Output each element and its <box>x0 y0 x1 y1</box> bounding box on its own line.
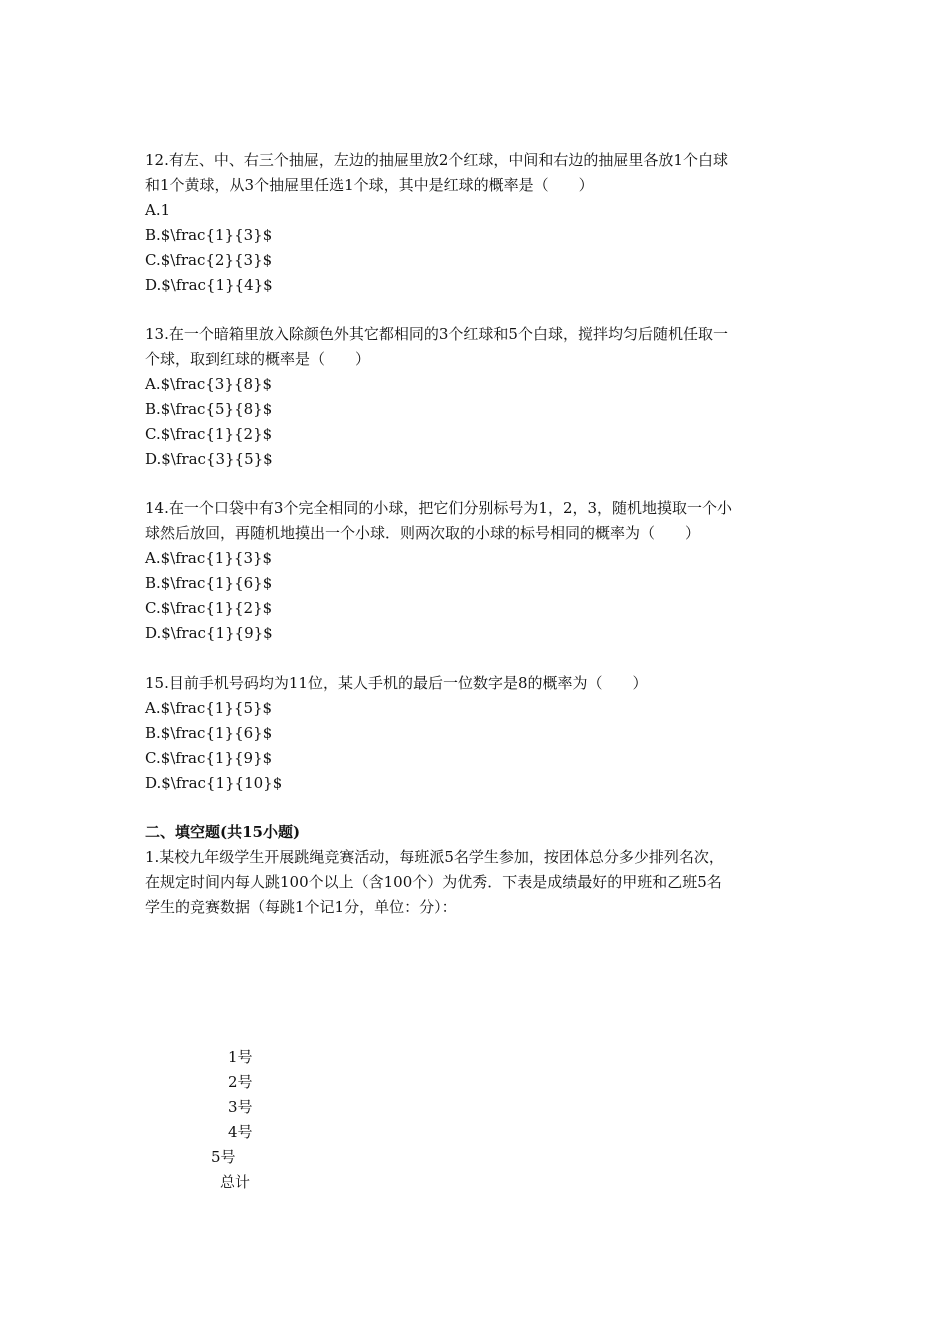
question-12-option-b: B.$\frac{1}{3}$ <box>145 226 273 244</box>
question-14-option-c: C.$\frac{1}{2}$ <box>145 599 273 617</box>
question-15-option-d: D.$\frac{1}{10}$ <box>145 774 283 792</box>
fill-question-1-line2: 在规定时间内每人跳100个以上（含100个）为优秀．下表是成绩最好的甲班和乙班5名 <box>145 873 722 891</box>
question-13-stem-line2: 个球，取到红球的概率是（ ） <box>145 350 371 368</box>
table-row-label: 2号 <box>228 1073 253 1091</box>
fill-question-1-line1: 1.某校九年级学生开展跳绳竞赛活动，每班派5名学生参加，按团体总分多少排列名次， <box>145 848 724 866</box>
section-2-heading: 二、填空题(共15小题) <box>145 823 301 841</box>
table-row-label: 3号 <box>228 1098 253 1116</box>
question-13-stem-line1: 13.在一个暗箱里放入除颜色外其它都相同的3个红球和5个白球，搅拌均匀后随机任取一 <box>145 325 728 343</box>
question-12-stem-line2: 和1个黄球，从3个抽屉里任选1个球，其中是红球的概率是（ ） <box>145 176 594 194</box>
question-12-stem-line1: 12.有左、中、右三个抽屉，左边的抽屉里放2个红球，中间和右边的抽屉里各放1个白球 <box>145 151 728 169</box>
question-15-option-a: A.$\frac{1}{5}$ <box>145 699 273 717</box>
question-12-option-d: D.$\frac{1}{4}$ <box>145 276 273 294</box>
question-14-option-a: A.$\frac{1}{3}$ <box>145 549 273 567</box>
question-14-stem-line1: 14.在一个口袋中有3个完全相同的小球，把它们分别标号为1，2，3，随机地摸取一个小 <box>145 499 733 517</box>
question-14-stem-line2: 球然后放回，再随机地摸出一个小球．则两次取的小球的标号相同的概率为（ ） <box>145 524 701 542</box>
question-15-stem-line1: 15.目前手机号码均为11位，某人手机的最后一位数字是8的概率为（ ） <box>145 674 648 692</box>
table-row-label: 4号 <box>228 1123 253 1141</box>
question-13-option-b: B.$\frac{5}{8}$ <box>145 400 273 418</box>
question-15-option-c: C.$\frac{1}{9}$ <box>145 749 273 767</box>
question-12-option-c: C.$\frac{2}{3}$ <box>145 251 273 269</box>
fill-question-1-line3: 学生的竞赛数据（每跳1个记1分，单位：分）： <box>145 898 457 916</box>
table-row-label: 1号 <box>228 1048 253 1066</box>
question-13-option-d: D.$\frac{3}{5}$ <box>145 450 273 468</box>
question-13-option-a: A.$\frac{3}{8}$ <box>145 375 273 393</box>
table-row-label-total: 总计 <box>220 1173 251 1191</box>
question-14-option-d: D.$\frac{1}{9}$ <box>145 624 273 642</box>
question-14-option-b: B.$\frac{1}{6}$ <box>145 574 273 592</box>
question-13-option-c: C.$\frac{1}{2}$ <box>145 425 273 443</box>
question-12-option-a: A.1 <box>145 201 171 219</box>
table-row-label: 5号 <box>211 1148 236 1166</box>
question-15-option-b: B.$\frac{1}{6}$ <box>145 724 273 742</box>
